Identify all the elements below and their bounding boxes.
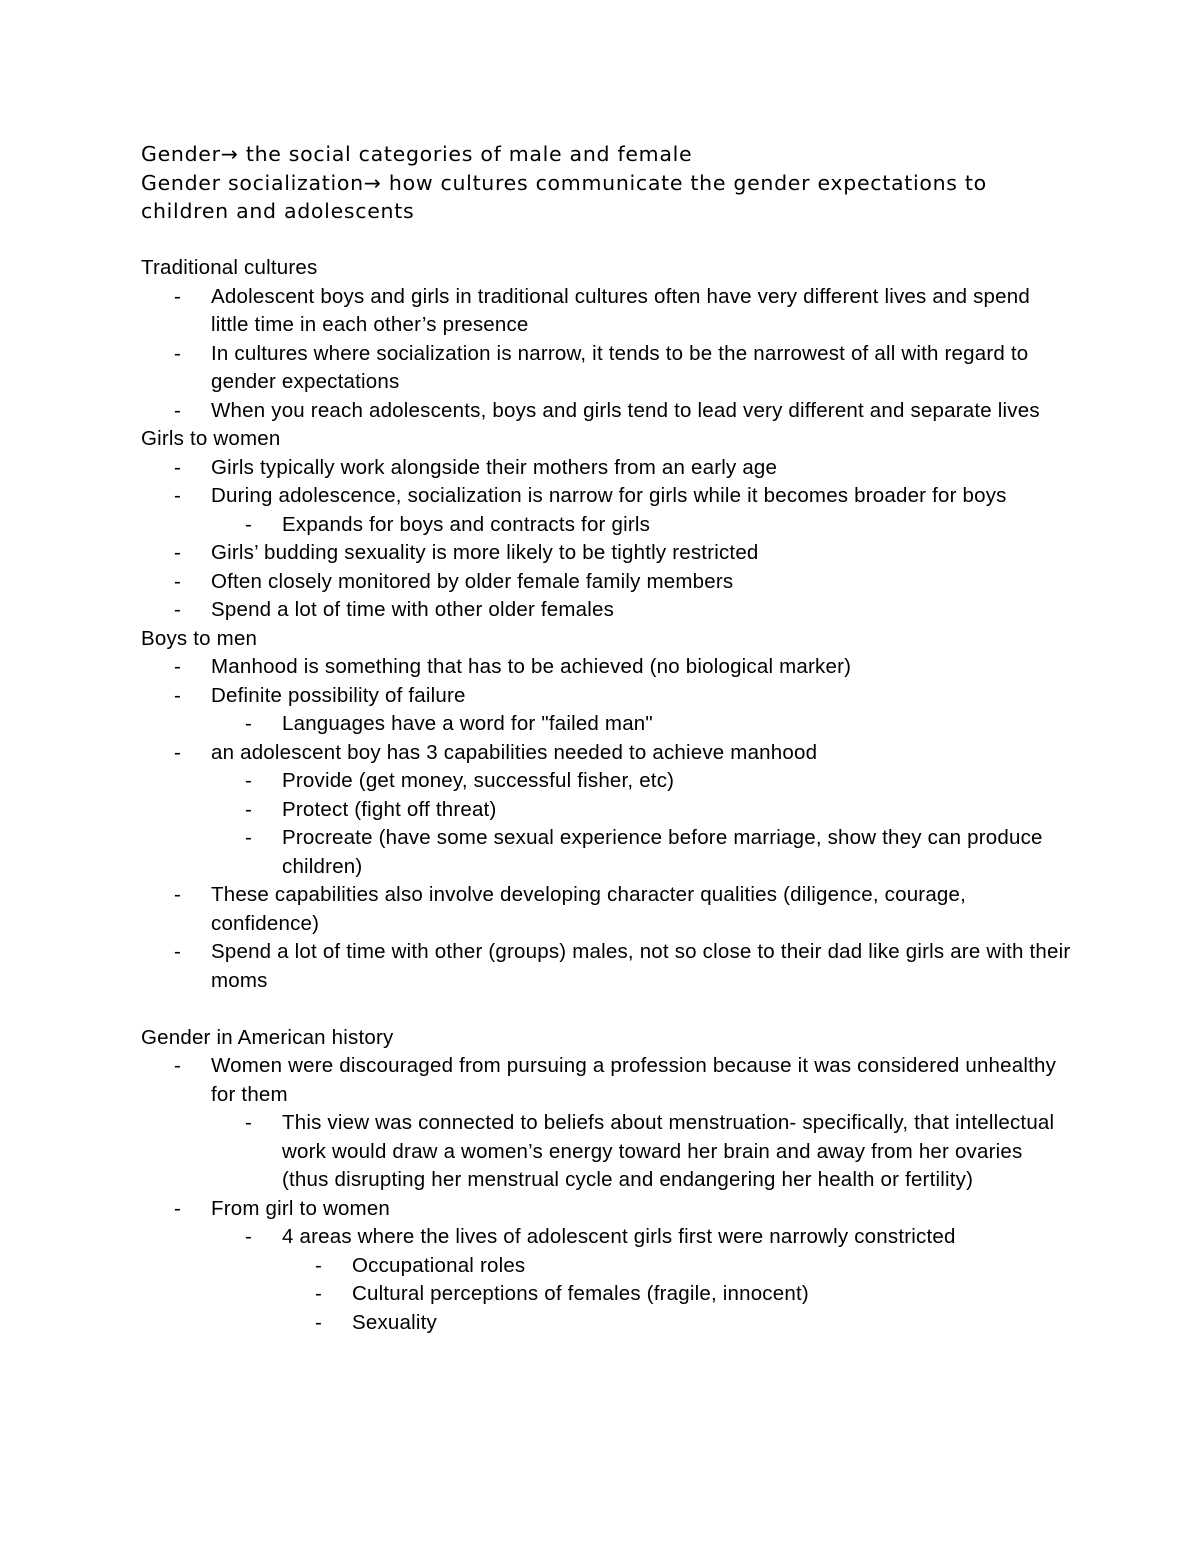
bullet-dash: -	[315, 1282, 323, 1305]
american-history-list-girl-to-women	[141, 1195, 1071, 1224]
boys-to-men-list-capabilities	[141, 739, 1071, 768]
blank-line	[141, 226, 1071, 255]
bullet-dash: -	[174, 484, 182, 507]
list-item	[141, 340, 1071, 397]
list-item-text: Provide (get money, successful fisher, etc)	[282, 769, 675, 792]
list-item-text: Girls typically work alongside their mothers from an early age	[211, 455, 778, 479]
bullet-dash: -	[174, 398, 182, 422]
list-item-text: These capabilities also involve developing character qualities (diligence, courage, confidence)	[211, 883, 967, 935]
list-item	[141, 682, 1071, 711]
bullet-dash: -	[315, 1310, 323, 1334]
definition-gender-socialization: Gender socialization→ how cultures communicate the gender expectations to children and adolescents	[141, 170, 987, 223]
list-item-text: Often closely monitored by older female family members	[211, 569, 734, 593]
bullet-dash: -	[174, 284, 182, 308]
bullet-dash: -	[174, 341, 182, 365]
list-item-text: Occupational roles	[352, 1253, 526, 1277]
bullet-dash: -	[245, 826, 253, 849]
section-heading-boys-to-men: Boys to men	[141, 626, 258, 650]
list-item	[141, 397, 1071, 426]
list-item	[141, 539, 1071, 568]
list-item-text: Adolescent boys and girls in traditional cultures often have very different lives and spend little time in each other’s presence	[211, 284, 1030, 336]
list-item	[141, 511, 1071, 540]
list-item	[141, 283, 1071, 340]
list-item-text: Sexuality	[352, 1310, 437, 1334]
bullet-dash: -	[174, 1196, 182, 1220]
bullet-dash: -	[174, 455, 182, 479]
bullet-dash: -	[174, 1054, 182, 1077]
girls-to-women-list-continued	[141, 539, 1071, 625]
girls-to-women-sublist	[141, 511, 1071, 540]
list-item-text: During adolescence, socialization is narrow for girls while it becomes broader for boys	[211, 484, 1007, 507]
bullet-dash: -	[174, 940, 182, 963]
girls-to-women-list	[141, 454, 1071, 511]
list-item-text: When you reach adolescents, boys and girls tend to lead very different and separate lives	[211, 398, 1040, 422]
list-item-text: an adolescent boy has 3 capabilities needed to achieve manhood	[211, 740, 818, 764]
bullet-dash: -	[174, 569, 182, 593]
boys-to-men-list-continued	[141, 881, 1071, 995]
american-history-list	[141, 1052, 1071, 1109]
bullet-dash: -	[174, 883, 182, 906]
list-item	[141, 1052, 1071, 1109]
bullet-dash: -	[245, 512, 253, 536]
list-item-text: Manhood is something that has to be achieved (no biological marker)	[211, 655, 852, 678]
list-item-text: 4 areas where the lives of adolescent girls first were narrowly constricted	[282, 1225, 956, 1248]
section-heading-girls-to-women: Girls to women	[141, 427, 281, 450]
list-item-text: Expands for boys and contracts for girls	[282, 512, 651, 536]
list-item	[141, 1109, 1071, 1195]
section-heading-traditional-cultures: Traditional cultures	[141, 256, 318, 279]
list-item-text: Women were discouraged from pursuing a profession because it was considered unhealthy for them	[211, 1054, 1057, 1106]
bullet-dash: -	[174, 541, 182, 564]
bullet-dash: -	[174, 655, 182, 678]
bullet-dash: -	[245, 797, 253, 821]
american-history-subsublist-areas	[141, 1252, 1071, 1338]
list-item-text: Procreate (have some sexual experience before marriage, show they can produce children)	[282, 826, 1043, 878]
list-item	[141, 796, 1071, 825]
list-item	[141, 767, 1071, 796]
list-item-text: This view was connected to beliefs about menstruation- specifically, that intellectual work would draw a women’s energy toward her brain and away from her ovaries (thus disrupting her menstrual cycle and endangering her health or fertility)	[282, 1111, 1055, 1191]
list-item	[141, 1223, 1071, 1252]
list-item	[141, 1309, 1071, 1338]
list-item-text: Girls’ budding sexuality is more likely to be tightly restricted	[211, 541, 759, 564]
list-item-text: Cultural perceptions of females (fragile, innocent)	[352, 1282, 809, 1305]
list-item-text: Spend a lot of time with other older females	[211, 598, 615, 621]
blank-line	[141, 995, 1071, 1024]
bullet-dash: -	[245, 1225, 253, 1248]
list-item-text: Languages have a word for "failed man"	[282, 712, 653, 735]
list-item	[141, 454, 1071, 483]
boys-to-men-sublist-failure	[141, 710, 1071, 739]
list-item-text: Spend a lot of time with other (groups) males, not so close to their dad like girls are with their moms	[211, 940, 1071, 992]
notes-body	[141, 140, 1071, 1337]
boys-to-men-sublist-capabilities	[141, 767, 1071, 881]
list-item	[141, 1280, 1071, 1309]
list-item	[141, 482, 1071, 511]
definition-gender: Gender→ the social categories of male and female	[141, 142, 693, 166]
list-item	[141, 1195, 1071, 1224]
american-history-sublist-areas	[141, 1223, 1071, 1252]
boys-to-men-list	[141, 653, 1071, 710]
bullet-dash: -	[174, 740, 182, 764]
bullet-dash: -	[245, 769, 253, 792]
list-item-text: Definite possibility of failure	[211, 683, 466, 707]
list-item	[141, 824, 1071, 881]
bullet-dash: -	[174, 683, 182, 707]
list-item-text: In cultures where socialization is narrow, it tends to be the narrowest of all with regard to gender expectations	[211, 341, 1029, 393]
list-item	[141, 568, 1071, 597]
bullet-dash: -	[174, 598, 182, 621]
list-item	[141, 596, 1071, 625]
bullet-dash: -	[245, 712, 253, 735]
bullet-dash: -	[315, 1253, 323, 1277]
american-history-sublist	[141, 1109, 1071, 1195]
list-item	[141, 881, 1071, 938]
list-item	[141, 938, 1071, 995]
list-item-text: From girl to women	[211, 1196, 391, 1220]
traditional-cultures-list	[141, 283, 1071, 426]
list-item-text: Protect (fight off threat)	[282, 797, 497, 821]
list-item	[141, 653, 1071, 682]
list-item	[141, 739, 1071, 768]
bullet-dash: -	[245, 1111, 253, 1134]
section-heading-gender-in-american-history: Gender in American history	[141, 1025, 394, 1049]
list-item	[141, 1252, 1071, 1281]
list-item	[141, 710, 1071, 739]
